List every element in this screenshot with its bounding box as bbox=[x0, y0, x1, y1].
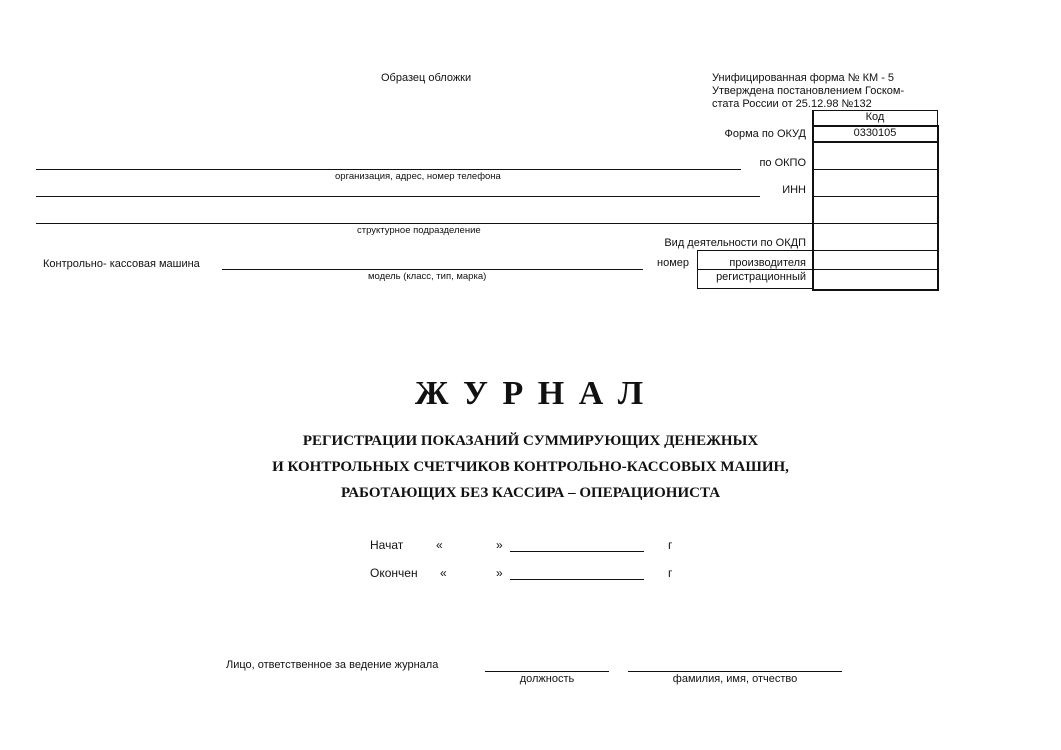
finished-label: Окончен bbox=[370, 566, 418, 580]
form-header-line2: Утверждена постановлением Госком- bbox=[712, 85, 905, 97]
inn-label: ИНН bbox=[782, 184, 806, 196]
manufacturer-number-label: производителя bbox=[729, 257, 806, 269]
full-name-line bbox=[628, 671, 842, 672]
journal-title: Ж У Р Н А Л bbox=[414, 375, 647, 412]
code-box-bottom bbox=[812, 289, 939, 291]
okud-value: 0330105 bbox=[853, 127, 897, 139]
organization-caption: организация, адрес, номер телефона bbox=[335, 171, 501, 182]
responsible-label: Лицо, ответственное за ведение журнала bbox=[226, 659, 439, 671]
okpo-divider bbox=[813, 169, 938, 170]
okud-divider bbox=[812, 141, 939, 143]
form-header-line1: Унифицированная форма № КМ - 5 bbox=[712, 72, 895, 84]
manufacturer-divider bbox=[697, 269, 938, 270]
journal-subtitle-line1: РЕГИСТРАЦИИ ПОКАЗАНИЙ СУММИРУЮЩИХ ДЕНЕЖНЫХ bbox=[302, 433, 759, 449]
finished-year-suffix: г bbox=[668, 566, 673, 580]
organization-line-2 bbox=[36, 196, 760, 197]
form-header-line3: стата России от 25.12.98 №132 bbox=[712, 98, 872, 110]
okud-label: Форма по ОКУД bbox=[724, 128, 806, 140]
model-caption: модель (класс, тип, марка) bbox=[368, 271, 487, 282]
finished-close-quote: » bbox=[496, 566, 503, 580]
code-table-kod-right-border bbox=[937, 110, 938, 125]
nomer-box-top bbox=[697, 250, 813, 251]
finished-month-line bbox=[510, 579, 644, 580]
code-box-right bbox=[937, 125, 939, 291]
registration-number-label: регистрационный bbox=[716, 271, 806, 283]
subdivision-line bbox=[36, 223, 813, 224]
started-label: Начат bbox=[370, 538, 404, 552]
kkm-model-line bbox=[222, 269, 643, 270]
position-caption: должность bbox=[519, 673, 575, 685]
kod-header: Код bbox=[865, 111, 885, 123]
started-year-suffix: г bbox=[668, 538, 673, 552]
okdp-label: Вид деятельности по ОКДП bbox=[664, 237, 806, 249]
started-open-quote: « bbox=[436, 538, 443, 552]
position-line bbox=[485, 671, 609, 672]
okdp-divider bbox=[813, 250, 938, 251]
organization-line bbox=[36, 169, 741, 170]
journal-subtitle-line2: И КОНТРОЛЬНЫХ СЧЕТЧИКОВ КОНТРОЛЬНО-КАССОВЫХ МАШИН, bbox=[272, 459, 789, 475]
inn-divider bbox=[813, 196, 938, 197]
blank-divider bbox=[813, 223, 938, 224]
full-name-caption: фамилия, имя, отчество bbox=[672, 673, 798, 685]
okpo-label: по ОКПО bbox=[759, 157, 806, 169]
finished-open-quote: « bbox=[440, 566, 447, 580]
started-month-line bbox=[510, 551, 644, 552]
nomer-label: номер bbox=[657, 257, 689, 269]
nomer-box-bottom bbox=[697, 288, 813, 289]
journal-subtitle-line3: РАБОТАЮЩИХ БЕЗ КАССИРА – ОПЕРАЦИОНИСТА bbox=[340, 485, 721, 501]
cover-sample-label: Образец обложки bbox=[381, 72, 472, 84]
kkm-label: Контрольно- кассовая машина bbox=[43, 258, 200, 270]
subdivision-caption: структурное подразделение bbox=[357, 225, 481, 236]
started-close-quote: » bbox=[496, 538, 503, 552]
